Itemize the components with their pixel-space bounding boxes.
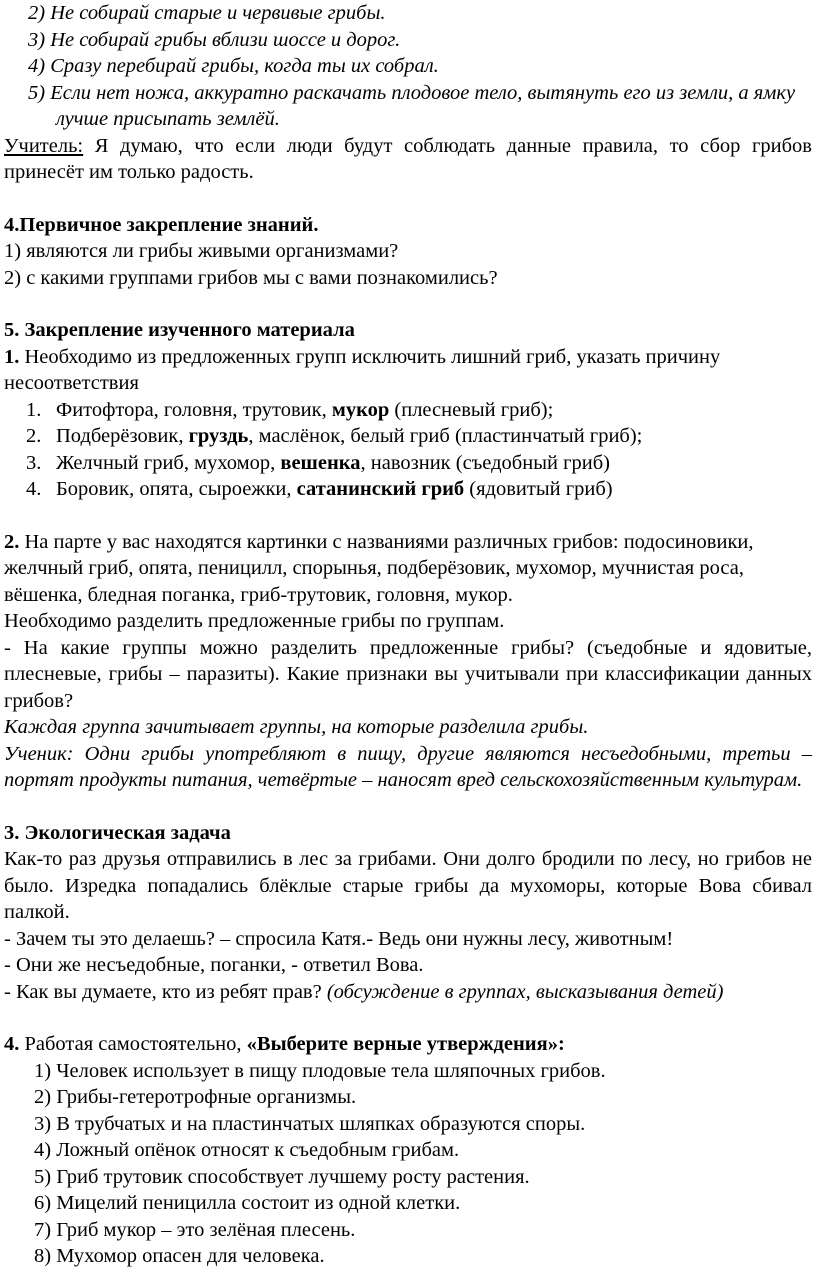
- dialog-line-3: [4, 979, 812, 1006]
- statements-list: [4, 1058, 812, 1270]
- statement-item: 2) Грибы-гетеротрофные организмы.: [34, 1086, 357, 1108]
- dialog-line-1: - Зачем ты это делаешь? – спросила Катя.- Ведь они нужны лесу, животным!: [4, 927, 674, 950]
- statement-item: 3) В трубчатых и на пластинчатых шляпках образуются споры.: [34, 1112, 586, 1135]
- question-1: 1) являются ли грибы живыми организмами?: [4, 240, 399, 262]
- statements-intro: [4, 1031, 812, 1058]
- statements-intro-text: Работая самостоятельно,: [19, 1033, 247, 1055]
- task-2-text: На парте у вас находятся картинки с названиями различных грибов: подосиновики, желчный гриб, опята, пеницилл, спорынья, подберёзовик, мухомор, мучнистая роса, вёшенка, бледная поганка, гриб-трутовик, головня, мукор.: [4, 530, 754, 606]
- list-item-reason: (ядовитый гриб): [464, 478, 613, 500]
- dialog-line-2: - Они же несъедобные, поганки, - ответил Вова.: [4, 954, 424, 976]
- student-answer: Ученик: Одни грибы употребляют в пищу, другие являются несъедобными, третьи – портят продукты питания, четвёртые – наносят вред сельскохозяйственным культурам.: [4, 742, 812, 791]
- statement-item: 1) Человек использует в пищу плодовые тела шляпочных грибов.: [34, 1059, 606, 1082]
- document-page: [4, 0, 812, 1270]
- rules-list: [4, 0, 812, 133]
- list-item-answer: мукор: [331, 398, 390, 421]
- task-1-text: Необходимо из предложенных групп исключить лишний гриб, указать причину несоответствия: [4, 345, 721, 394]
- list-item-number: 1.: [26, 398, 42, 421]
- list-item: [4, 397, 812, 424]
- task-1-number: 1.: [4, 345, 20, 368]
- rule-item: 3) Не собирай грибы вблизи шоссе и дорог.: [28, 28, 401, 51]
- list-item: [4, 450, 812, 477]
- list-item-answer: сатанинский гриб: [296, 478, 465, 500]
- statement-item: 7) Гриб мукор – это зелёная плесень.: [34, 1218, 356, 1241]
- rule-item: 5) Если нет ножа, аккуратно раскачать плодовое тело, вытянуть его из земли, а ямку лучше присыпать землёй.: [28, 81, 796, 130]
- section-5-title: 5. Закрепление изученного материала: [4, 319, 355, 341]
- section-4-title: 4.Первичное закрепление знаний.: [4, 213, 319, 236]
- list-item-answer: груздь: [188, 425, 249, 447]
- statements-title: «Выберите верные утверждения»:: [246, 1033, 565, 1055]
- dialog-question: - Как вы думаете, кто из ребят прав?: [4, 980, 327, 1003]
- task-2-question: - На какие группы можно разделить предложенные грибы? (съедобные и ядовитые, плесневые, грибы – паразиты). Какие признаки вы учитывали при классификации данных грибов?: [4, 636, 812, 712]
- rule-item: 4) Сразу перебирай грибы, когда ты их собрал.: [28, 55, 439, 77]
- question-2: 2) с какими группами грибов мы с вами познакомились?: [4, 266, 498, 289]
- story-paragraph: Как-то раз друзья отправились в лес за грибами. Они долго бродили по лесу, но грибов не было. Изредка попадались блёклые старые грибы да мухоморы, которые Вова сбивал палкой.: [4, 848, 812, 923]
- list-item-number: 3.: [26, 451, 42, 474]
- list-item-reason: , навозник (съедобный гриб): [360, 451, 610, 474]
- list-item: [4, 476, 812, 503]
- statement-item: 6) Мицелий пеницилла состоит из одной клетки.: [34, 1192, 461, 1214]
- statements-number: 4.: [4, 1033, 20, 1055]
- statement-item: 4) Ложный опёнок относят к съедобным грибам.: [34, 1139, 460, 1161]
- list-item-reason: , маслёнок, белый гриб (пластинчатый гриб);: [248, 425, 643, 447]
- list-item-text: Фитофтора, головня, трутовик,: [56, 398, 332, 421]
- task-2-number: 2.: [4, 530, 20, 553]
- dialog-note: (обсуждение в группах, высказывания детей): [326, 980, 724, 1003]
- task-1: [4, 344, 812, 397]
- task-2-note: Каждая группа зачитывает группы, на которые разделила грибы.: [4, 716, 589, 738]
- teacher-text: Я думаю, что если люди будут соблюдать данные правила, то сбор грибов принесёт им только радость.: [4, 134, 812, 183]
- section-3-title: 3. Экологическая задача: [4, 821, 231, 844]
- list-item-text: Боровик, опята, сыроежки,: [56, 478, 297, 500]
- statement-item: 8) Мухомор опасен для человека.: [34, 1245, 325, 1267]
- statement-item: 5) Гриб трутовик способствует лучшему росту растения.: [34, 1165, 530, 1188]
- task-2-instruction: Необходимо разделить предложенные грибы по группам.: [4, 610, 505, 632]
- list-item-text: Желчный гриб, мухомор,: [56, 451, 281, 474]
- list-item-number: 4.: [26, 478, 42, 500]
- list-item: [4, 423, 812, 450]
- teacher-label: Учитель:: [4, 134, 84, 157]
- teacher-remark: [4, 133, 812, 186]
- task-2: [4, 529, 812, 609]
- list-item-text: Подберёзовик,: [56, 425, 189, 447]
- list-item-reason: (плесневый гриб);: [389, 398, 554, 421]
- list-item-number: 2.: [26, 425, 42, 447]
- odd-one-out-list: [4, 397, 812, 503]
- rule-item: 2) Не собирай старые и червивые грибы.: [28, 2, 386, 24]
- list-item-answer: вешенка: [280, 451, 361, 474]
